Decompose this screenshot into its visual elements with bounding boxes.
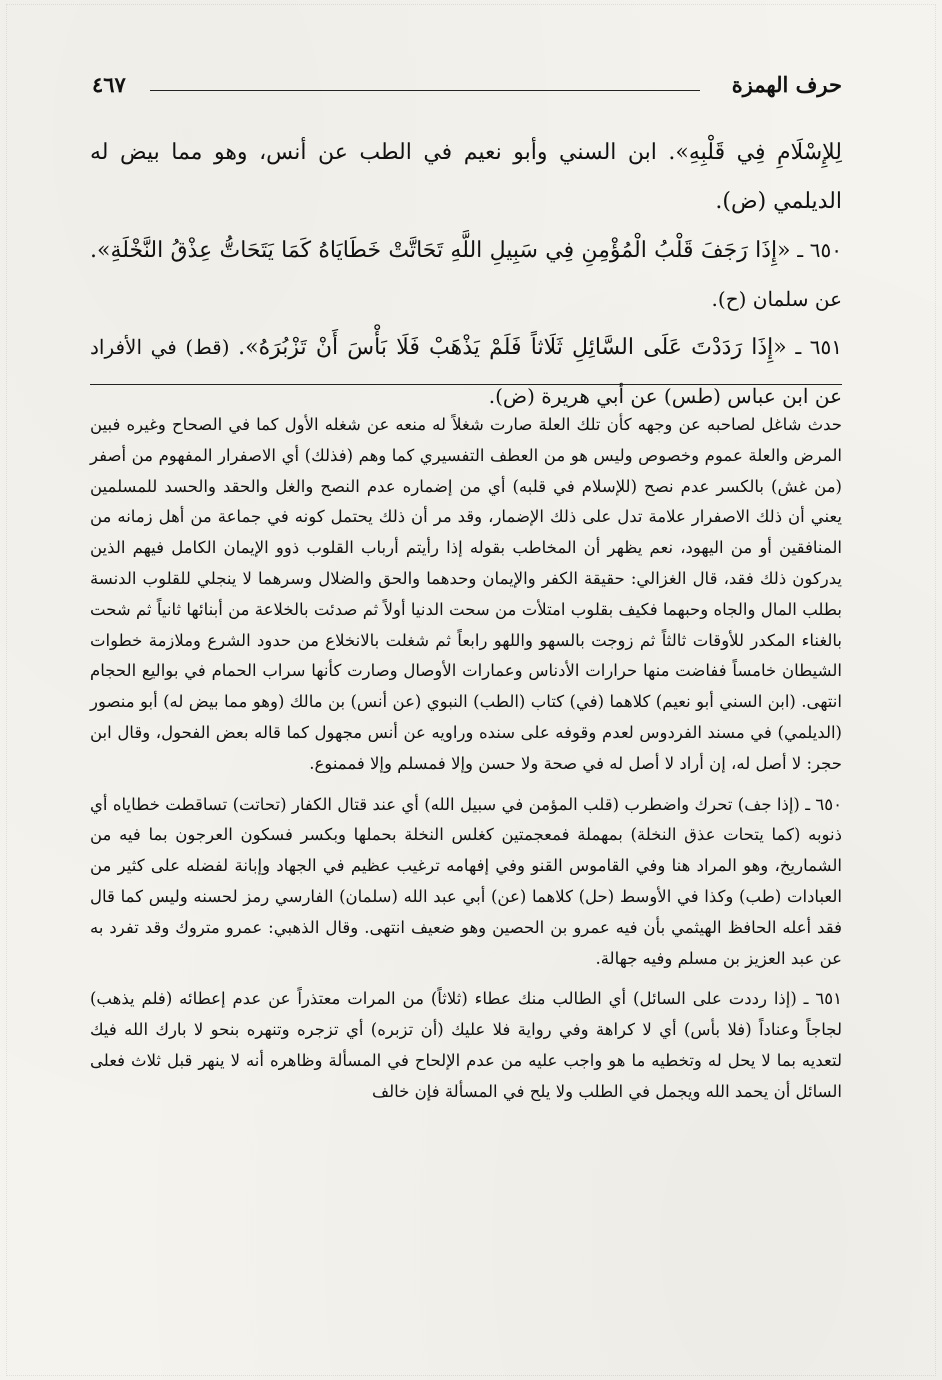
running-header <box>92 70 842 100</box>
hadith-650-text: «إِذَا رَجَفَ قَلْبُ الْمُؤْمِنِ فِي سَبِيلِ اللَّهِ تَحَاتَّتْ خَطَايَاهُ كَمَا يَتَحَاتُّ عِذْقُ النَّخْلَةِ». <box>90 238 791 263</box>
hadith-650-number: ٦٥٠ <box>809 238 842 262</box>
page-number: ٤٦٧ <box>92 72 126 97</box>
hadith-651-source: (قط) في الأفراد عن ابن عباس (طس) عن أبي هريرة (ض). <box>90 335 842 408</box>
commentary-paragraph-650: ٦٥٠ ـ (إذا جف) تحرك واضطرب (قلب المؤمن في سبيل الله) أي عند قتال الكفار (تحاتت) تساقطت خطاياه أي ذنوبه (كما يتحات عذق النخلة) بمهملة فمعجمتين كغلس النخلة بحملها وبكسر فسكون العرجون بما فيه من الشماريخ، وهو المراد هنا وفي القاموس القنو وفي إفهامه ترغيب عظيم في الجهاد وإبانة لفضله على كثير من العبادات (طب) وكذا في الأوسط (حل) كلاهما (عن) أبي عبد الله (سلمان) الفارسي رمز لحسنه وليس كما قال فقد أعله الحافظ الهيثمي بأن فيه عمرو بن الحصين وهو ضعيف انتهى. وقال الذهبي: عمرو متروك وقد تفرد به عن عبد العزيز بن مسلم وفيه جهالة. <box>90 794 842 968</box>
commentary-block <box>90 410 842 1108</box>
hadith-650-source: عن سلمان (ح). <box>711 287 842 311</box>
hadith-650 <box>90 226 842 323</box>
chapter-title: حرف الهمزة <box>731 72 842 97</box>
hadith-651-text: «إِذَا رَدَدْتَ عَلَى السَّائِلِ ثَلَاثاً فَلَمْ يَذْهَبْ فَلَا بَأْسَ أَنْ تَزْبُرَهُ». <box>238 335 787 360</box>
hadith-651-number: ٦٥١ <box>809 335 843 359</box>
hadith-continuation-text: لِلإِسْلَامِ فِي قَلْبِهِ». ابن السني وأبو نعيم في الطب عن أنس، وهو مما بيض له الديلمي (ض). <box>90 140 842 214</box>
hadith-651 <box>90 323 842 420</box>
hadith-650-dash: ـ <box>790 238 804 262</box>
hadith-continuation <box>90 128 842 226</box>
hadith-651-dash: ـ <box>786 335 802 359</box>
commentary-paragraph-1: حدث شاغل لصاحبه عن وجهه كأن تلك العلة صارت شغلاً له منعه عن شغله الأول كما في الصحاح وغيره فبين المرض والعلة عموم وخصوص وليس هو من العطف التفسيري كما وهم (فذلك) أي الاصفرار المفهوم من أصفر (من غش) بالكسر عدم نصح (للإسلام في قلبه) أي من إضماره عدم النصح والغل والحقد والحسد للمسلمين يعني أن ذلك الاصفرار علامة تدل على ذلك الإضمار، وقد مر أن ذلك يحتمل كونه في جماعة من أهل زمانه من المنافقين أو من اليهود، نعم يظهر أن المخاطب بقوله إذا رأيتم أرباب القلوب ذوو الإيمان الكامل فيهم الذين يدركون ذلك فقد، قال الغزالي: حقيقة الكفر والإيمان وحدهما والحق والضلال وسرهما لا ينجلي للقلوب الدنسة بطلب المال والجاه وحبهما فكيف بقلوب امتلأت من سحت الدنيا أولاً ثم صدئت بالخلاعة من أبنائها ثانياً ثم شحت بالغناء المكدر للأوقات ثالثاً ثم زوجت بالسهو واللهو رابعاً ثم شغلت بالانخلاع من حدود الشرع وملازمة خطوات الشيطان خامساً ففاضت منها حرارات الأدناس وعمارات الأوصال وصارت كأنها سراب الحمام في بواليع الحجام انتهى. (ابن السني أبو نعيم) كلاهما (في) كتاب (الطب) النبوي (عن أنس) بن مالك (وهو مما بيض له) أبو منصور (الديلمي) في مسند الفردوس لعدم وقوفه على سنده وراويه عن أنس مجهول كما قاله بعض الفحول، وقال ابن حجر: لا أصل له، إن أراد لا أصل له في صحة ولا حسن وإلا فمسلم وإلا فممنوع. <box>90 415 842 773</box>
commentary-separator <box>90 384 842 385</box>
header-rule <box>150 90 700 91</box>
hadith-text-block <box>90 128 842 420</box>
commentary-paragraph-651: ٦٥١ ـ (إذا رددت على السائل) أي الطالب منك عطاء (ثلاثاً) من المرات معتذراً عن عدم إعطائه (فلم يذهب) لجاجاً وعناداً (فلا بأس) أي لا كراهة وفي رواية فلا عليك (أن تزبره) أي تزجره وتنهره بنحو لا بارك الله فيك لتعديه بما لا يحل له وتخطيه ما هو واجب عليه من عدم الإلحاح في المسألة وظاهره أنه لا ينهر قبل ثلاث فعلى السائل أن يحمد الله ويجمل في الطلب ولا يلح في المسألة فإن خالف <box>90 989 842 1101</box>
